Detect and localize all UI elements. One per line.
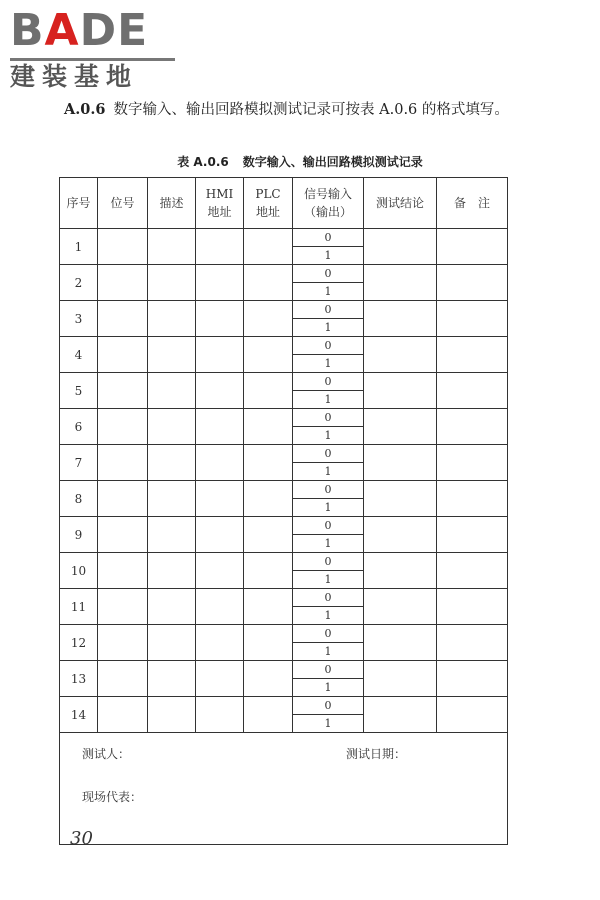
plc-address-cell xyxy=(244,589,293,625)
hmi-address-cell xyxy=(196,373,244,409)
remark-cell xyxy=(437,373,508,409)
remark-cell xyxy=(437,409,508,445)
signal-zero-cell: 0 xyxy=(293,697,364,715)
signal-zero-cell: 0 xyxy=(293,553,364,571)
description-cell xyxy=(148,661,196,697)
signal-zero-cell: 0 xyxy=(293,661,364,679)
plc-address-cell xyxy=(244,337,293,373)
logo xyxy=(10,6,180,92)
hmi-address-cell xyxy=(196,661,244,697)
description-cell xyxy=(148,553,196,589)
description-cell xyxy=(148,517,196,553)
table-row xyxy=(60,265,508,283)
table-row xyxy=(60,625,508,643)
table-row xyxy=(60,517,508,535)
plc-address-cell xyxy=(244,445,293,481)
table-footer-row xyxy=(60,733,508,845)
row-index: 13 xyxy=(60,661,98,697)
description-cell xyxy=(148,445,196,481)
result-cell xyxy=(364,445,437,481)
row-index: 4 xyxy=(60,337,98,373)
signal-one-cell: 1 xyxy=(293,607,364,625)
hmi-address-cell xyxy=(196,517,244,553)
result-cell xyxy=(364,517,437,553)
remark-cell xyxy=(437,229,508,265)
tag-cell xyxy=(98,337,148,373)
plc-address-cell xyxy=(244,697,293,733)
hmi-address-cell xyxy=(196,553,244,589)
table-caption-title: 数字输入、输出回路模拟测试记录 xyxy=(242,155,423,169)
hmi-address-cell xyxy=(196,589,244,625)
signal-zero-cell: 0 xyxy=(293,229,364,247)
header-index: 序号 xyxy=(60,178,98,229)
signal-zero-cell: 0 xyxy=(293,517,364,535)
header-description: 描述 xyxy=(148,178,196,229)
table-row xyxy=(60,697,508,715)
table-row xyxy=(60,229,508,247)
remark-cell xyxy=(437,265,508,301)
row-index: 2 xyxy=(60,265,98,301)
table-caption-number: 表 A.0.6 xyxy=(177,155,229,169)
hmi-address-cell xyxy=(196,409,244,445)
row-index: 5 xyxy=(60,373,98,409)
tag-cell xyxy=(98,661,148,697)
signal-one-cell: 1 xyxy=(293,679,364,697)
tag-cell xyxy=(98,589,148,625)
description-cell xyxy=(148,265,196,301)
signal-one-cell: 1 xyxy=(293,499,364,517)
clause-text: 数字输入、输出回路模拟测试记录可按表 A.0.6 的格式填写。 xyxy=(113,102,509,118)
signal-zero-cell: 0 xyxy=(293,589,364,607)
table-row xyxy=(60,589,508,607)
result-cell xyxy=(364,301,437,337)
result-cell xyxy=(364,697,437,733)
tester-label: 测试人： xyxy=(82,747,131,761)
signal-zero-cell: 0 xyxy=(293,481,364,499)
clause-number: A.0.6 xyxy=(64,101,106,118)
remark-cell xyxy=(437,481,508,517)
tag-cell xyxy=(98,553,148,589)
table-row xyxy=(60,373,508,391)
signal-one-cell: 1 xyxy=(293,463,364,481)
description-cell xyxy=(148,337,196,373)
table-row xyxy=(60,409,508,427)
table-row xyxy=(60,301,508,319)
row-index: 10 xyxy=(60,553,98,589)
hmi-address-cell xyxy=(196,301,244,337)
signature-area xyxy=(60,733,508,845)
signal-one-cell: 1 xyxy=(293,391,364,409)
hmi-address-cell xyxy=(196,697,244,733)
hmi-address-cell xyxy=(196,445,244,481)
signal-one-cell: 1 xyxy=(293,427,364,445)
tag-cell xyxy=(98,229,148,265)
tag-cell xyxy=(98,301,148,337)
signal-zero-cell: 0 xyxy=(293,625,364,643)
plc-address-cell xyxy=(244,625,293,661)
result-cell xyxy=(364,625,437,661)
row-index: 8 xyxy=(60,481,98,517)
row-index: 14 xyxy=(60,697,98,733)
remark-cell xyxy=(437,625,508,661)
result-cell xyxy=(364,481,437,517)
table-body xyxy=(60,229,508,733)
logo-wordmark: BADE xyxy=(10,5,149,56)
plc-address-cell xyxy=(244,661,293,697)
remark-cell xyxy=(437,337,508,373)
row-index: 3 xyxy=(60,301,98,337)
row-index: 11 xyxy=(60,589,98,625)
tag-cell xyxy=(98,517,148,553)
row-index: 7 xyxy=(60,445,98,481)
signal-one-cell: 1 xyxy=(293,715,364,733)
logo-subtitle: 建装基地 xyxy=(10,62,139,91)
signal-one-cell: 1 xyxy=(293,535,364,553)
plc-address-cell xyxy=(244,301,293,337)
remark-cell xyxy=(437,445,508,481)
result-cell xyxy=(364,373,437,409)
row-index: 1 xyxy=(60,229,98,265)
hmi-address-cell xyxy=(196,337,244,373)
site-rep-label: 现场代表： xyxy=(82,790,143,804)
table-header-row xyxy=(60,178,508,229)
plc-address-cell xyxy=(244,481,293,517)
plc-address-cell xyxy=(244,517,293,553)
description-cell xyxy=(148,301,196,337)
signal-one-cell: 1 xyxy=(293,283,364,301)
plc-address-cell xyxy=(244,229,293,265)
plc-address-cell xyxy=(244,409,293,445)
header-tag: 位号 xyxy=(98,178,148,229)
remark-cell xyxy=(437,661,508,697)
description-cell xyxy=(148,229,196,265)
page-number: 30 xyxy=(70,828,93,849)
hmi-address-cell xyxy=(196,265,244,301)
test-date-label: 测试日期： xyxy=(346,747,407,761)
result-cell xyxy=(364,409,437,445)
result-cell xyxy=(364,589,437,625)
header-signal: 信号输入 （输出） xyxy=(293,178,364,229)
signal-zero-cell: 0 xyxy=(293,337,364,355)
header-remark: 备 注 xyxy=(437,178,508,229)
result-cell xyxy=(364,553,437,589)
table-caption xyxy=(0,153,600,170)
signal-zero-cell: 0 xyxy=(293,265,364,283)
result-cell xyxy=(364,337,437,373)
description-cell xyxy=(148,481,196,517)
hmi-address-cell xyxy=(196,481,244,517)
table-row xyxy=(60,481,508,499)
tag-cell xyxy=(98,697,148,733)
remark-cell xyxy=(437,517,508,553)
table-row xyxy=(60,553,508,571)
signal-zero-cell: 0 xyxy=(293,409,364,427)
tag-cell xyxy=(98,625,148,661)
tag-cell xyxy=(98,481,148,517)
remark-cell xyxy=(437,697,508,733)
hmi-address-cell xyxy=(196,229,244,265)
signal-zero-cell: 0 xyxy=(293,445,364,463)
signal-one-cell: 1 xyxy=(293,571,364,589)
table-row xyxy=(60,661,508,679)
plc-address-cell xyxy=(244,373,293,409)
tag-cell xyxy=(98,373,148,409)
description-cell xyxy=(148,625,196,661)
result-cell xyxy=(364,265,437,301)
signal-one-cell: 1 xyxy=(293,643,364,661)
table-row xyxy=(60,337,508,355)
remark-cell xyxy=(437,589,508,625)
plc-address-cell xyxy=(244,265,293,301)
signal-zero-cell: 0 xyxy=(293,301,364,319)
result-cell xyxy=(364,229,437,265)
signal-one-cell: 1 xyxy=(293,355,364,373)
row-index: 9 xyxy=(60,517,98,553)
description-cell xyxy=(148,697,196,733)
logo-divider xyxy=(10,58,175,61)
plc-address-cell xyxy=(244,553,293,589)
table-row xyxy=(60,445,508,463)
remark-cell xyxy=(437,301,508,337)
remark-cell xyxy=(437,553,508,589)
header-hmi-address: HMI 地址 xyxy=(196,178,244,229)
header-result: 测试结论 xyxy=(364,178,437,229)
signal-one-cell: 1 xyxy=(293,319,364,337)
description-cell xyxy=(148,409,196,445)
row-index: 12 xyxy=(60,625,98,661)
header-plc-address: PLC 地址 xyxy=(244,178,293,229)
row-index: 6 xyxy=(60,409,98,445)
signal-one-cell: 1 xyxy=(293,247,364,265)
tag-cell xyxy=(98,409,148,445)
tag-cell xyxy=(98,445,148,481)
hmi-address-cell xyxy=(196,625,244,661)
signal-zero-cell: 0 xyxy=(293,373,364,391)
description-cell xyxy=(148,589,196,625)
tag-cell xyxy=(98,265,148,301)
test-record-table xyxy=(59,177,508,845)
result-cell xyxy=(364,661,437,697)
intro-paragraph xyxy=(64,98,534,122)
description-cell xyxy=(148,373,196,409)
